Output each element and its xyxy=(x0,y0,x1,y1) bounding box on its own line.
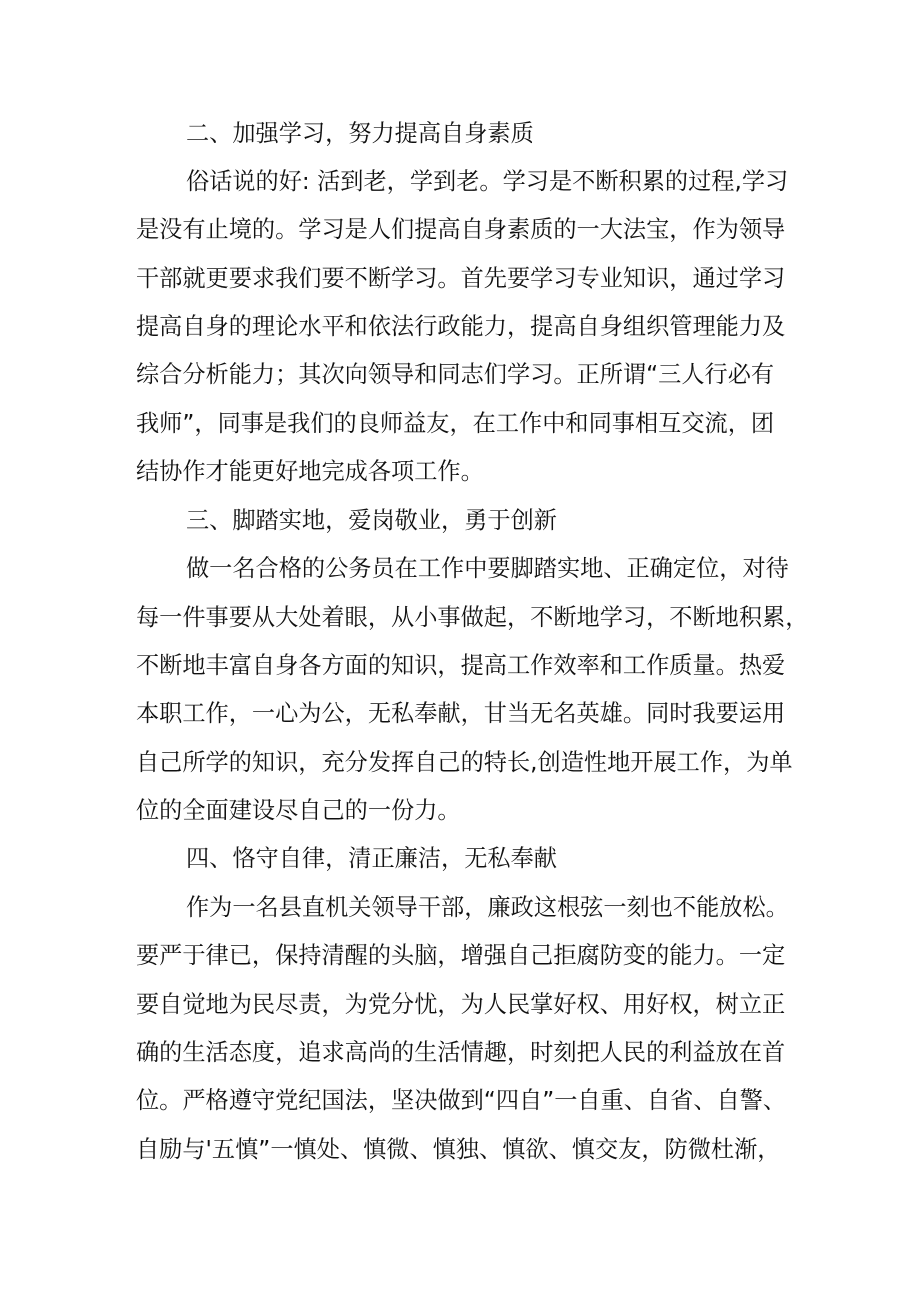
paragraph-line: 每一件事要从大处着眼，从小事做起，不断地学习，不断地积累， xyxy=(136,604,809,631)
paragraph-line: 要自觉地为民尽责，为党分忧，为人民掌好权、用好权，树立正 xyxy=(136,991,786,1018)
paragraph-line: 我师”，同事是我们的良师益友，在工作中和同事相互交流，团 xyxy=(136,410,775,437)
section-heading-4: 四、恪守自律，清正廉洁，无私奉献 xyxy=(186,845,557,872)
paragraph-line: 确的生活态度，追求高尚的生活情趣，时刻把人民的利益放在首 xyxy=(136,1039,786,1066)
paragraph-line: 自励与'五慎”一慎处、慎微、慎独、慎欲、慎交友，防微杜渐， xyxy=(136,1136,781,1163)
section-heading-3: 三、脚踏实地，爱岗敬业，勇于创新 xyxy=(186,507,557,534)
paragraph-line: 本职工作，一心为公，无私奉献，甘当无名英雄。同时我要运用 xyxy=(136,700,786,727)
paragraph-line: 提高自身的理论水平和依法行政能力，提高自身组织管理能力及 xyxy=(136,313,786,340)
paragraph-line: 干部就更要求我们要不断学习。首先要学习专业知识，通过学习 xyxy=(136,265,786,292)
paragraph-line: 不断地丰富自身各方面的知识，提高工作效率和工作质量。热爱 xyxy=(136,652,786,679)
paragraph-line: 作为一名县直机关领导干部，廉政这根弦一刻也不能放松。 xyxy=(186,894,789,921)
section-heading-2: 二、加强学习，努力提高自身素质 xyxy=(186,120,534,147)
paragraph-line: 做一名合格的公务员在工作中要脚踏实地、正确定位，对待 xyxy=(186,555,789,582)
paragraph-line: 综合分析能力；其次向领导和同志们学习。正所谓“三人行必有 xyxy=(136,361,775,388)
paragraph-line: 自己所学的知识，充分发挥自己的特长,创造性地开展工作，为单 xyxy=(136,749,793,776)
paragraph-line: 俗话说的好: 活到老，学到老。学习是不断积累的过程,学习 xyxy=(186,168,789,195)
paragraph-line: 要严于律已，保持清醒的头脑，增强自己拒腐防变的能力。一定 xyxy=(136,942,786,969)
paragraph-line: 位。严格遵守党纪国法，坚决做到“四自”一自重、自省、自警、 xyxy=(136,1087,787,1114)
paragraph-line: 结协作才能更好地完成各项工作。 xyxy=(136,458,484,485)
paragraph-line: 位的全面建设尽自己的一份力。 xyxy=(136,797,461,824)
paragraph-line: 是没有止境的。学习是人们提高自身素质的一大法宝，作为领导 xyxy=(136,216,786,243)
